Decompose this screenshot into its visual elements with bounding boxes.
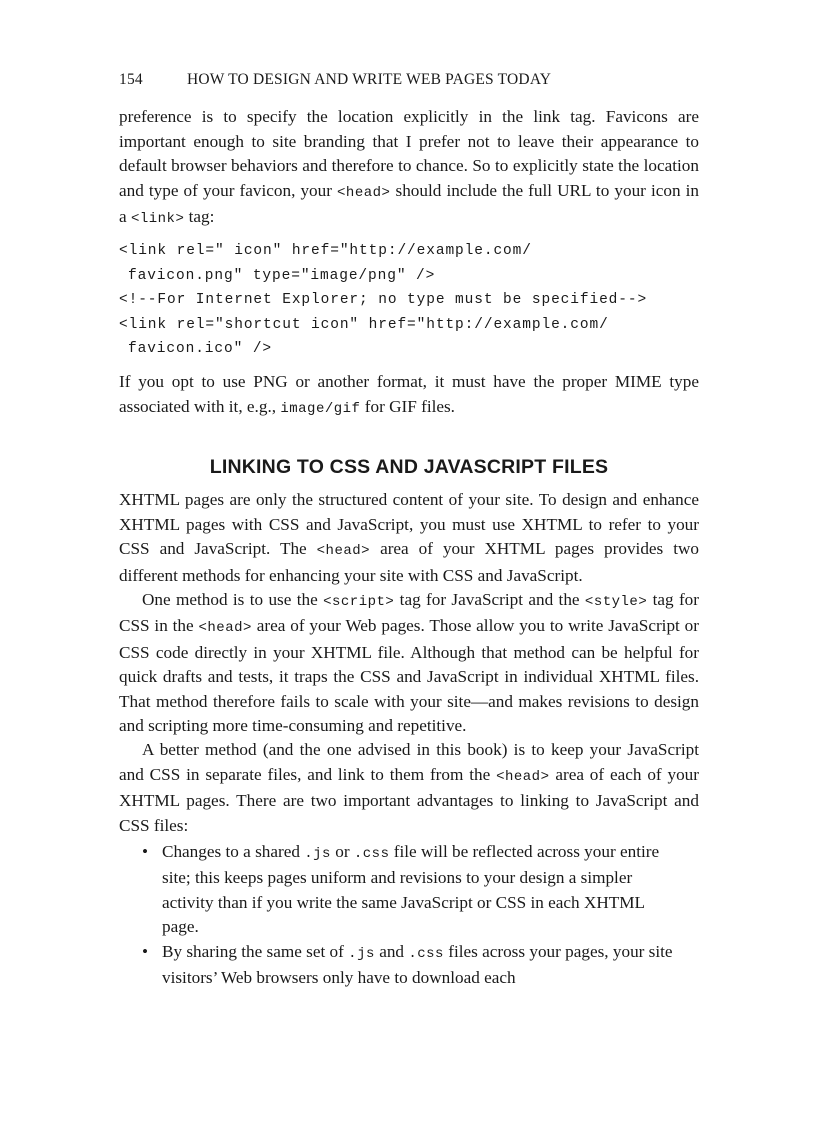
code-line: favicon.ico" /> [128, 341, 273, 358]
code-example [119, 239, 699, 361]
running-header [119, 68, 699, 92]
list-item: • Changes to a shared .js or .css file will be reflected across your entire site; this keeps pages uniform and revisions to your design a simpler activity than if you write the same JavaScript or CSS in each XHTML page. [142, 841, 660, 937]
mime-paragraph: If you opt to use PNG or another format, it must have the proper MIME type associated with it, e.g., image/gif for GIF files. [119, 372, 699, 417]
code-line: favicon.png" type="image/png" /> [128, 267, 436, 284]
bullet-icon: • [142, 941, 149, 961]
inline-code: <script> [323, 593, 395, 610]
inline-code: .js [304, 845, 331, 862]
inline-code: <head> [496, 768, 550, 785]
code-line: <link rel=" icon" href="http://example.com/ [119, 243, 532, 260]
section-paragraph-1: XHTML pages are only the structured content of your site. To design and enhance XHTML pages with CSS and JavaScript, you must use XHTML to refer to your CSS and JavaScript. The <head> area of your XHTML pages provides two different methods for enhancing your site with CSS and JavaScript. [119, 490, 699, 585]
page-number: 154 [119, 71, 143, 88]
section-paragraph-2: One method is to use the <script> tag for JavaScript and the <style> tag for CSS in the <head> area of your Web pages. Those allow you to write JavaScript or CSS code directly in your XHTML file. Although that method can be helpful for quick drafts and tests, it traps the CSS and JavaScript in individual XHTML files. That method therefore fails to scale with your site—and makes revisions to design and scripting more time-consuming and repetitive. [119, 589, 699, 735]
inline-code: <head> [337, 184, 391, 201]
code-line: <!--For Internet Explorer; no type must be specified--> [119, 292, 648, 309]
inline-code: .css [353, 845, 390, 862]
intro-paragraph: preference is to specify the location explicitly in the link tag. Favicons are important enough to site branding that I prefer not to leave their appearance to default browser behaviors and therefore to chance. So to explicitly state the location and type of your favicon, your <head> should include the full URL to your icon in a <link> tag: [119, 107, 699, 228]
bullet-icon: • [142, 841, 149, 861]
inline-code: .css [408, 945, 444, 962]
inline-code: <head> [198, 620, 252, 637]
advantages-list [119, 840, 699, 990]
code-line: <link rel="shortcut icon" href="http://example.com/ [119, 316, 609, 333]
inline-code: image/gif [280, 400, 361, 417]
inline-code: .js [348, 945, 375, 962]
list-item: • By sharing the same set of .js and .css files across your pages, your site visitors’ Web browsers only have to download each [142, 941, 673, 987]
inline-code: <link> [130, 211, 185, 228]
inline-code: <head> [316, 543, 371, 560]
running-title: HOW TO DESIGN AND WRITE WEB PAGES TODAY [187, 71, 552, 88]
section-heading: LINKING TO CSS AND JAVASCRIPT FILES [209, 456, 609, 479]
section-paragraph-3: A better method (and the one advised in this book) is to keep your JavaScript and CSS in separate files, and link to them from the <head> area of each of your XHTML pages. There are two important advantages to linking to JavaScript and CSS files: [119, 740, 699, 835]
book-page [119, 68, 699, 990]
inline-code: <style> [584, 593, 648, 610]
